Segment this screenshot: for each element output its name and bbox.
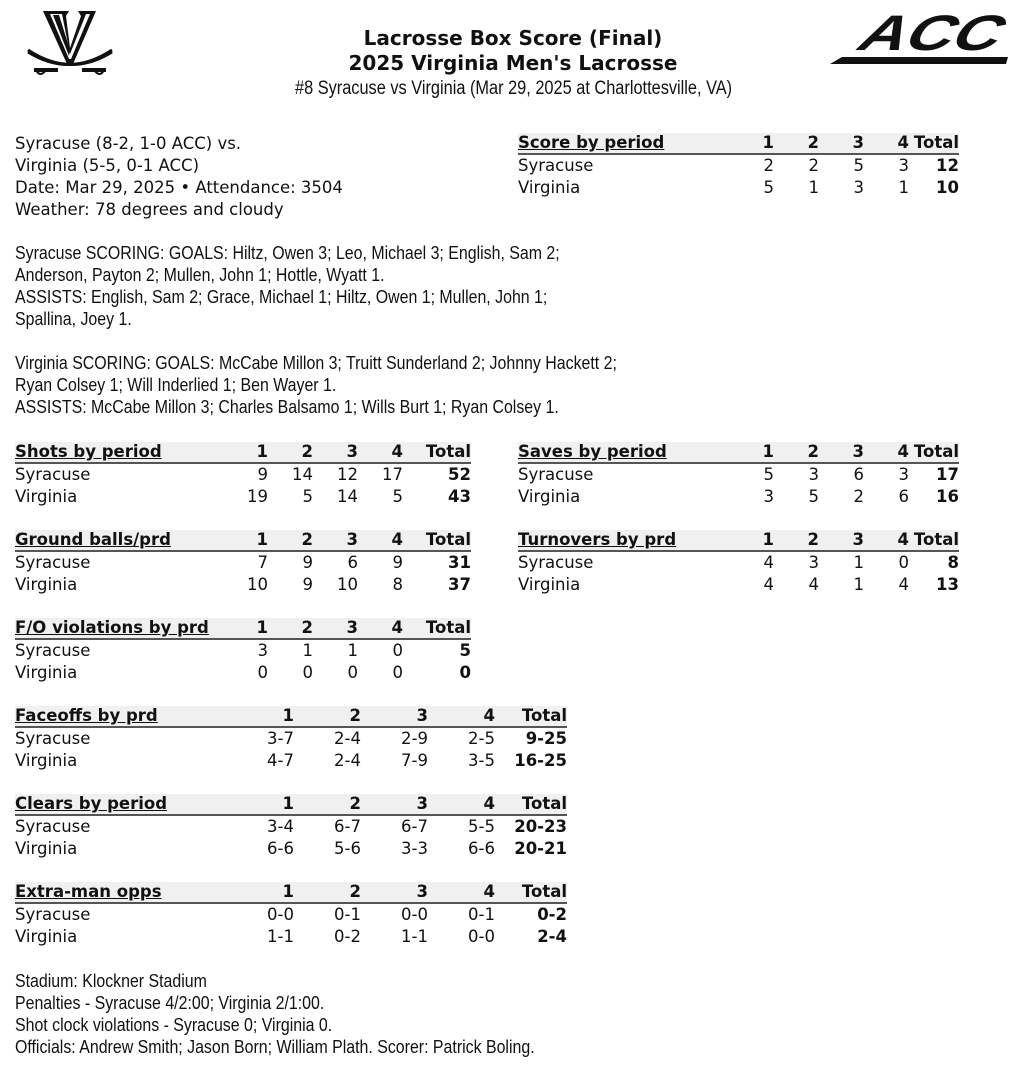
total-header: Total [495, 706, 567, 727]
period-header: 2 [294, 882, 361, 903]
table-row [15, 727, 567, 750]
total-cell: 5 [459, 641, 471, 660]
period-header: 2 [268, 442, 313, 463]
period-header: 4 [358, 618, 403, 639]
stadium: Stadium: Klockner Stadium [15, 970, 207, 991]
total-header: Total [495, 794, 567, 815]
total-cell: 37 [448, 575, 471, 594]
cell: 0 [257, 663, 268, 682]
matchup-line: #8 Syracuse vs Virginia (Mar 29, 2025 at Charlottesville, VA) [294, 78, 733, 99]
period-header: 4 [428, 882, 495, 903]
cell: 1 [898, 178, 909, 197]
cell: 1 [808, 178, 819, 197]
total-cell: 9-25 [525, 729, 567, 748]
officials: Officials: Andrew Smith; Jason Born; William Plath. Scorer: Patrick Boling. [15, 1036, 535, 1057]
period-header: 4 [428, 794, 495, 815]
team-name: Virginia [15, 575, 78, 594]
cell: 3 [808, 553, 819, 572]
syracuse-scoring [15, 242, 560, 330]
table-header-row [518, 530, 959, 551]
period-header: 3 [313, 442, 358, 463]
table-row [518, 551, 959, 574]
turnovers-table [518, 530, 959, 596]
cell: 10 [247, 575, 268, 594]
total-cell: 8 [947, 553, 959, 572]
cell: 3-5 [468, 751, 495, 770]
table-title: Score by period [518, 133, 731, 154]
period-header: 2 [268, 530, 313, 551]
cell: 2-5 [468, 729, 495, 748]
table-row [15, 926, 567, 948]
syracuse-goals-line: Anderson, Payton 2; Mullen, John 1; Hottle, Wyatt 1. [15, 264, 385, 285]
cell: 4 [898, 575, 909, 594]
team-name: Syracuse [15, 465, 91, 484]
cell: 9 [302, 575, 313, 594]
team-name: Virginia [15, 487, 78, 506]
total-cell: 13 [936, 575, 959, 594]
table-title: Shots by period [15, 442, 225, 463]
cell: 14 [337, 487, 358, 506]
report-subtitle-season: 2025 Virginia Men's Lacrosse [348, 51, 678, 75]
cell: 9 [392, 553, 403, 572]
total-header: Total [909, 133, 959, 154]
cell: 1 [853, 575, 864, 594]
cell: 0-0 [401, 905, 428, 924]
cell: 0 [392, 641, 403, 660]
table-row [518, 463, 959, 486]
cell: 2-9 [401, 729, 428, 748]
period-header: 1 [225, 618, 268, 639]
cell: 1-1 [267, 927, 294, 946]
period-header: 1 [225, 530, 268, 551]
table-row [518, 486, 959, 508]
period-header: 3 [819, 133, 864, 154]
home-team-record: Virginia (5-5, 0-1 ACC) [15, 156, 200, 175]
svg-text:ACC: ACC [847, 8, 988, 62]
table-header-row [15, 706, 567, 727]
total-cell: 0 [459, 663, 471, 682]
shots-by-period-table [15, 442, 471, 508]
cell: 0 [302, 663, 313, 682]
cell: 6 [898, 487, 909, 506]
fo-violations-table [15, 618, 471, 684]
cell: 1 [302, 641, 313, 660]
cell: 4 [763, 553, 774, 572]
cell: 6 [347, 553, 358, 572]
date-attendance: Date: Mar 29, 2025 • Attendance: 3504 [15, 178, 343, 197]
cell: 3 [853, 178, 864, 197]
clears-table [15, 794, 567, 860]
table-row [15, 486, 471, 508]
team-name: Syracuse [15, 729, 91, 748]
total-cell: 43 [448, 487, 471, 506]
table-row [15, 574, 471, 596]
team-name: Syracuse [15, 817, 91, 836]
total-cell: 17 [936, 465, 959, 484]
table-header-row [15, 618, 471, 639]
total-header: Total [403, 618, 471, 639]
cell: 0 [392, 663, 403, 682]
total-cell: 16 [936, 487, 959, 506]
period-header: 2 [294, 706, 361, 727]
game-notes [15, 970, 535, 1058]
total-cell: 0-2 [537, 905, 567, 924]
cell: 9 [302, 553, 313, 572]
cell: 5 [808, 487, 819, 506]
table-header-row [518, 442, 959, 463]
period-header: 1 [731, 530, 774, 551]
period-header: 2 [774, 133, 819, 154]
period-header: 4 [358, 442, 403, 463]
table-title: Ground balls/prd [15, 530, 225, 551]
cell: 6-6 [267, 839, 294, 858]
team-name: Syracuse [518, 465, 594, 484]
cell: 5 [763, 178, 774, 197]
cell: 7 [257, 553, 268, 572]
cell: 4-7 [267, 751, 294, 770]
cell: 5-6 [334, 839, 361, 858]
cell: 3 [898, 465, 909, 484]
table-row [518, 154, 959, 177]
weather: Weather: 78 degrees and cloudy [15, 200, 284, 219]
total-header: Total [909, 530, 959, 551]
team-name: Syracuse [15, 905, 91, 924]
cell: 6 [853, 465, 864, 484]
table-row [15, 815, 567, 838]
table-row [15, 838, 567, 860]
cell: 8 [392, 575, 403, 594]
team-name: Virginia [15, 663, 78, 682]
syracuse-assists-line: ASSISTS: English, Sam 2; Grace, Michael 1; Hiltz, Owen 1; Mullen, John 1; [15, 286, 548, 307]
cell: 1 [347, 641, 358, 660]
cell: 10 [337, 575, 358, 594]
cell: 0-1 [468, 905, 495, 924]
cell: 3-4 [267, 817, 294, 836]
period-header: 1 [240, 882, 294, 903]
cell: 5 [763, 465, 774, 484]
period-header: 4 [428, 706, 495, 727]
cell: 7-9 [401, 751, 428, 770]
cell: 6-6 [468, 839, 495, 858]
table-row [15, 903, 567, 926]
virginia-assists-line: ASSISTS: McCabe Millon 3; Charles Balsamo 1; Wills Burt 1; Ryan Colsey 1. [15, 396, 559, 417]
table-header-row [518, 133, 959, 154]
cell: 6-7 [334, 817, 361, 836]
total-header: Total [495, 882, 567, 903]
cell: 2-4 [334, 751, 361, 770]
total-cell: 10 [936, 178, 959, 197]
syracuse-goals-line: Syracuse SCORING: GOALS: Hiltz, Owen 3; Leo, Michael 3; English, Sam 2; [15, 242, 560, 263]
period-header: 4 [864, 133, 909, 154]
cell: 14 [292, 465, 313, 484]
cell: 3-3 [401, 839, 428, 858]
period-header: 2 [268, 618, 313, 639]
team-name: Syracuse [15, 553, 91, 572]
total-cell: 2-4 [537, 927, 567, 946]
period-header: 4 [864, 442, 909, 463]
total-cell: 12 [936, 156, 959, 175]
cell: 5 [302, 487, 313, 506]
extra-man-table [15, 882, 567, 948]
syracuse-assists-line: Spallina, Joey 1. [15, 308, 132, 329]
table-header-row [15, 882, 567, 903]
team-name: Syracuse [518, 156, 594, 175]
period-header: 3 [819, 530, 864, 551]
total-header: Total [403, 442, 471, 463]
table-row [15, 551, 471, 574]
table-header-row [15, 442, 471, 463]
cell: 9 [257, 465, 268, 484]
saves-by-period-table [518, 442, 959, 508]
table-title: Turnovers by prd [518, 530, 731, 551]
period-header: 3 [361, 882, 428, 903]
total-cell: 16-25 [514, 751, 567, 770]
ground-balls-table [15, 530, 471, 596]
table-title: Extra-man opps [15, 882, 240, 903]
game-info [15, 133, 343, 221]
table-row [15, 750, 567, 772]
team-name: Virginia [15, 927, 78, 946]
cell: 0-1 [334, 905, 361, 924]
table-title: Saves by period [518, 442, 731, 463]
cell: 3 [898, 156, 909, 175]
cell: 0 [347, 663, 358, 682]
report-title: Lacrosse Box Score (Final) [363, 26, 663, 50]
team-name: Virginia [518, 178, 581, 197]
period-header: 1 [225, 442, 268, 463]
total-header: Total [403, 530, 471, 551]
cell: 2 [763, 156, 774, 175]
penalties: Penalties - Syracuse 4/2:00; Virginia 2/1:00. [15, 992, 325, 1013]
cell: 5 [853, 156, 864, 175]
cell: 3-7 [267, 729, 294, 748]
virginia-goals-line: Virginia SCORING: GOALS: McCabe Millon 3; Truitt Sunderland 2; Johnny Hackett 2; [15, 352, 617, 373]
period-header: 1 [240, 706, 294, 727]
score-by-period-table [518, 133, 959, 199]
team-name: Virginia [15, 751, 78, 770]
cell: 3 [808, 465, 819, 484]
table-row [15, 662, 471, 684]
shot-clock-violations: Shot clock violations - Syracuse 0; Virginia 0. [15, 1014, 333, 1035]
table-title: Faceoffs by prd [15, 706, 240, 727]
cell: 5-5 [468, 817, 495, 836]
period-header: 3 [313, 530, 358, 551]
virginia-scoring [15, 352, 617, 418]
table-header-row [15, 530, 471, 551]
cell: 1-1 [401, 927, 428, 946]
period-header: 3 [313, 618, 358, 639]
cell: 4 [808, 575, 819, 594]
team-name: Virginia [518, 575, 581, 594]
cell: 0-0 [468, 927, 495, 946]
period-header: 3 [361, 706, 428, 727]
period-header: 3 [361, 794, 428, 815]
cell: 5 [392, 487, 403, 506]
cell: 0 [898, 553, 909, 572]
total-header: Total [909, 442, 959, 463]
team-name: Syracuse [15, 641, 91, 660]
table-row [15, 463, 471, 486]
team-name: Virginia [15, 839, 78, 858]
faceoffs-table [15, 706, 567, 772]
table-row [15, 639, 471, 662]
table-title: Clears by period [15, 794, 240, 815]
cell: 12 [337, 465, 358, 484]
cell: 17 [382, 465, 403, 484]
period-header: 1 [240, 794, 294, 815]
cell: 6-7 [401, 817, 428, 836]
period-header: 2 [774, 530, 819, 551]
cell: 0-2 [334, 927, 361, 946]
period-header: 2 [294, 794, 361, 815]
total-cell: 52 [448, 465, 471, 484]
cell: 2 [853, 487, 864, 506]
period-header: 1 [731, 133, 774, 154]
away-team-record: Syracuse (8-2, 1-0 ACC) vs. [15, 134, 242, 153]
period-header: 1 [731, 442, 774, 463]
table-row [518, 574, 959, 596]
period-header: 2 [774, 442, 819, 463]
period-header: 3 [819, 442, 864, 463]
team-name: Syracuse [518, 553, 594, 572]
period-header: 4 [358, 530, 403, 551]
cell: 2-4 [334, 729, 361, 748]
period-header: 4 [864, 530, 909, 551]
cell: 0-0 [267, 905, 294, 924]
table-title: F/O violations by prd [15, 618, 225, 639]
total-cell: 31 [448, 553, 471, 572]
table-row [518, 177, 959, 199]
virginia-goals-line: Ryan Colsey 1; Will Inderlied 1; Ben Wayer 1. [15, 374, 337, 395]
cell: 4 [763, 575, 774, 594]
total-cell: 20-21 [514, 839, 567, 858]
team-name: Virginia [518, 487, 581, 506]
table-header-row [15, 794, 567, 815]
cell: 2 [808, 156, 819, 175]
total-cell: 20-23 [514, 817, 567, 836]
cell: 19 [247, 487, 268, 506]
cell: 1 [853, 553, 864, 572]
cell: 3 [257, 641, 268, 660]
cell: 3 [763, 487, 774, 506]
